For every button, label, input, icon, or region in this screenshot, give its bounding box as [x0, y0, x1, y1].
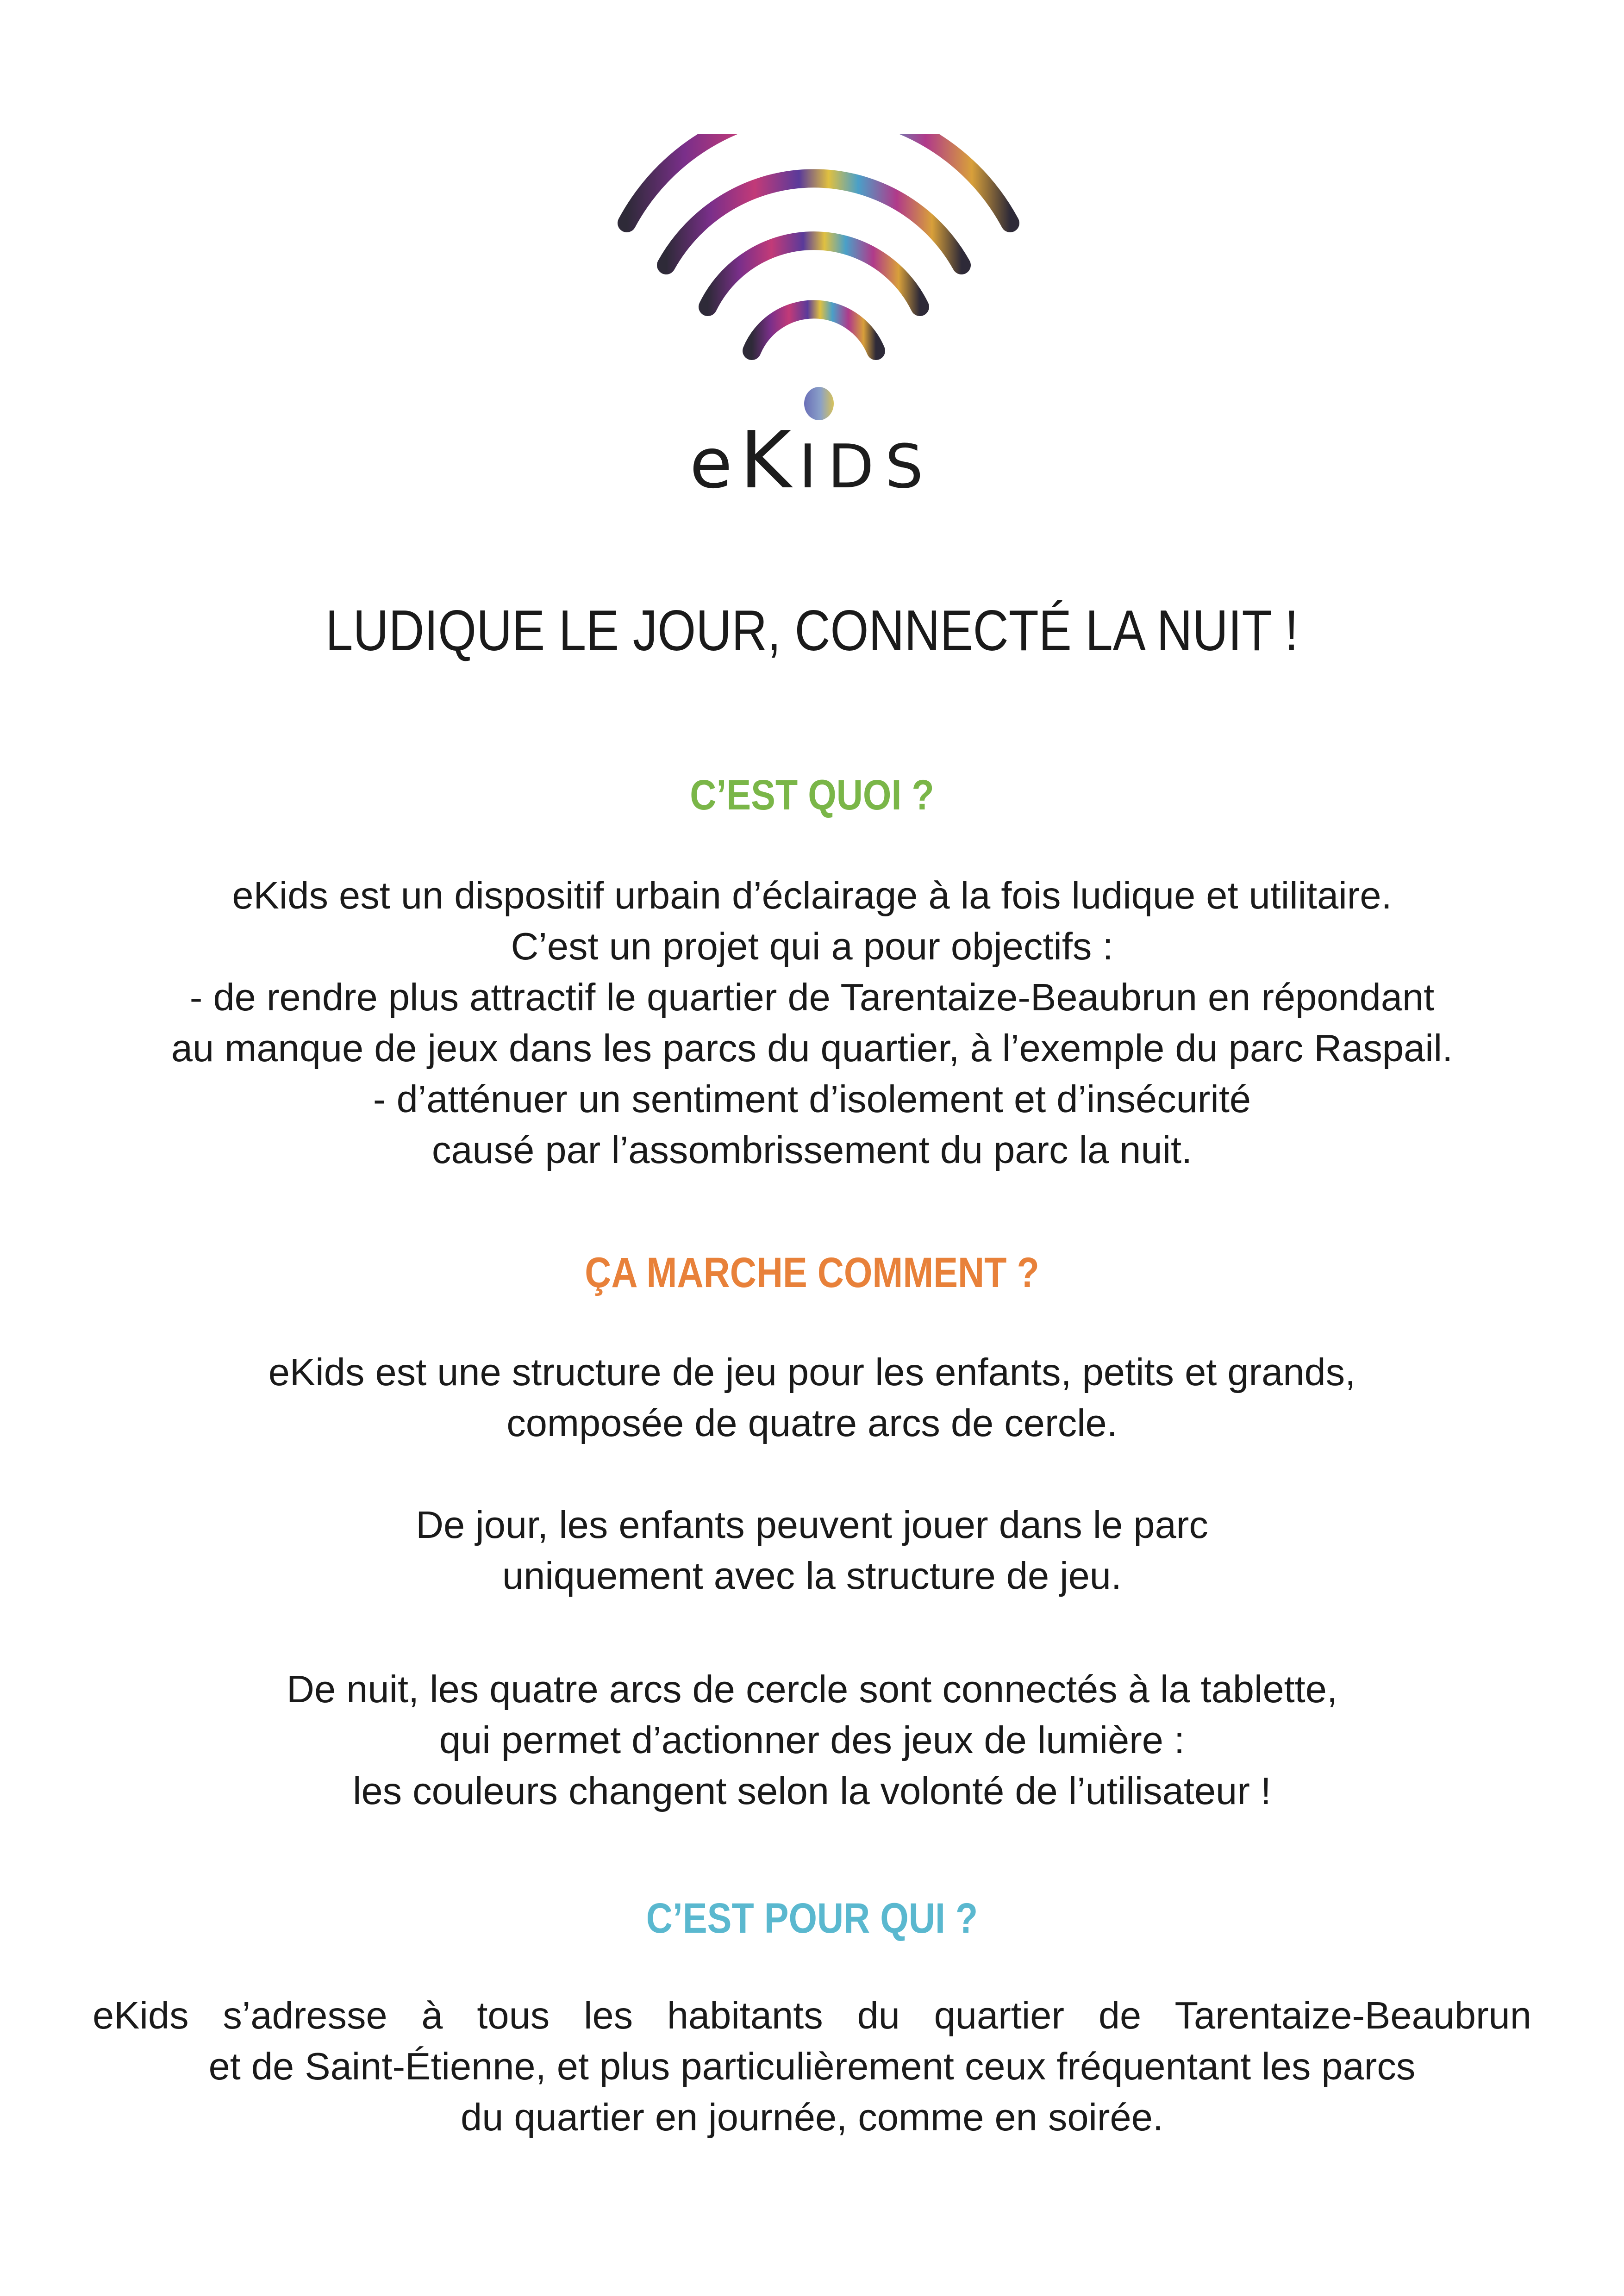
text-line: uniquement avec la structure de jeu. [502, 1554, 1122, 1597]
text-line: De jour, les enfants peuvent jouer dans le parc [416, 1503, 1208, 1546]
section-title-ca-marche-comment: ÇA MARCHE COMMENT ? [585, 1249, 1039, 1296]
text-line: eKids s’adresse à tous les habitants du quartier de Tarentaize-Beaubrun [93, 1994, 1531, 2037]
section-paragraph-de-jour [93, 1500, 1531, 1601]
text-line: du quartier en journée, comme en soirée. [461, 2096, 1163, 2139]
section-paragraph-cest-pour-qui [93, 1990, 1531, 2143]
signal-arc-2 [666, 178, 962, 265]
text-line: eKids est un dispositif urbain d’éclairage à la fois ludique et utilitaire. [232, 874, 1392, 917]
wordmark-ids: IDS [799, 431, 935, 502]
text-line: - de rendre plus attractif le quartier de Tarentaize-Beaubrun en répondant [189, 976, 1435, 1019]
text-line: De nuit, les quatre arcs de cercle sont connectés à la tablette, [287, 1668, 1337, 1711]
section-paragraph-cest-quoi [93, 870, 1531, 1176]
signal-dot [804, 387, 834, 420]
wordmark-e: e [689, 423, 740, 504]
section-paragraph-structure [93, 1347, 1531, 1449]
text-line: C’est un projet qui a pour objectifs : [511, 925, 1113, 968]
text-line: les couleurs changent selon la volonté de l’utilisateur ! [353, 1769, 1271, 1812]
signal-arc-3 [708, 241, 920, 307]
ekids-wordmark [0, 415, 1624, 506]
section-title-cest-quoi: C’EST QUOI ? [690, 772, 934, 819]
text-line: eKids est une structure de jeu pour les enfants, petits et grands, [268, 1350, 1356, 1394]
text-line: et de Saint-Étienne, et plus particulièrement ceux fréquentant les parcs [208, 2045, 1416, 2088]
text-line: - d’atténuer un sentiment d’isolement et d’insécurité [373, 1077, 1251, 1120]
wordmark-k: K [739, 415, 799, 506]
text-line: causé par l’assombrissement du parc la nuit. [431, 1128, 1193, 1171]
text-line: au manque de jeux dans les parcs du quartier, à l’exemple du parc Raspail. [171, 1027, 1453, 1070]
signal-arc-4 [752, 309, 876, 351]
page-headline: LUDIQUE LE JOUR, CONNECTÉ LA NUIT ! [325, 599, 1299, 663]
section-paragraph-de-nuit [93, 1664, 1531, 1817]
text-line: qui permet d’actionner des jeux de lumière : [439, 1718, 1185, 1761]
section-title-cest-pour-qui: C’EST POUR QUI ? [646, 1895, 978, 1942]
text-line: composée de quatre arcs de cercle. [506, 1401, 1118, 1444]
